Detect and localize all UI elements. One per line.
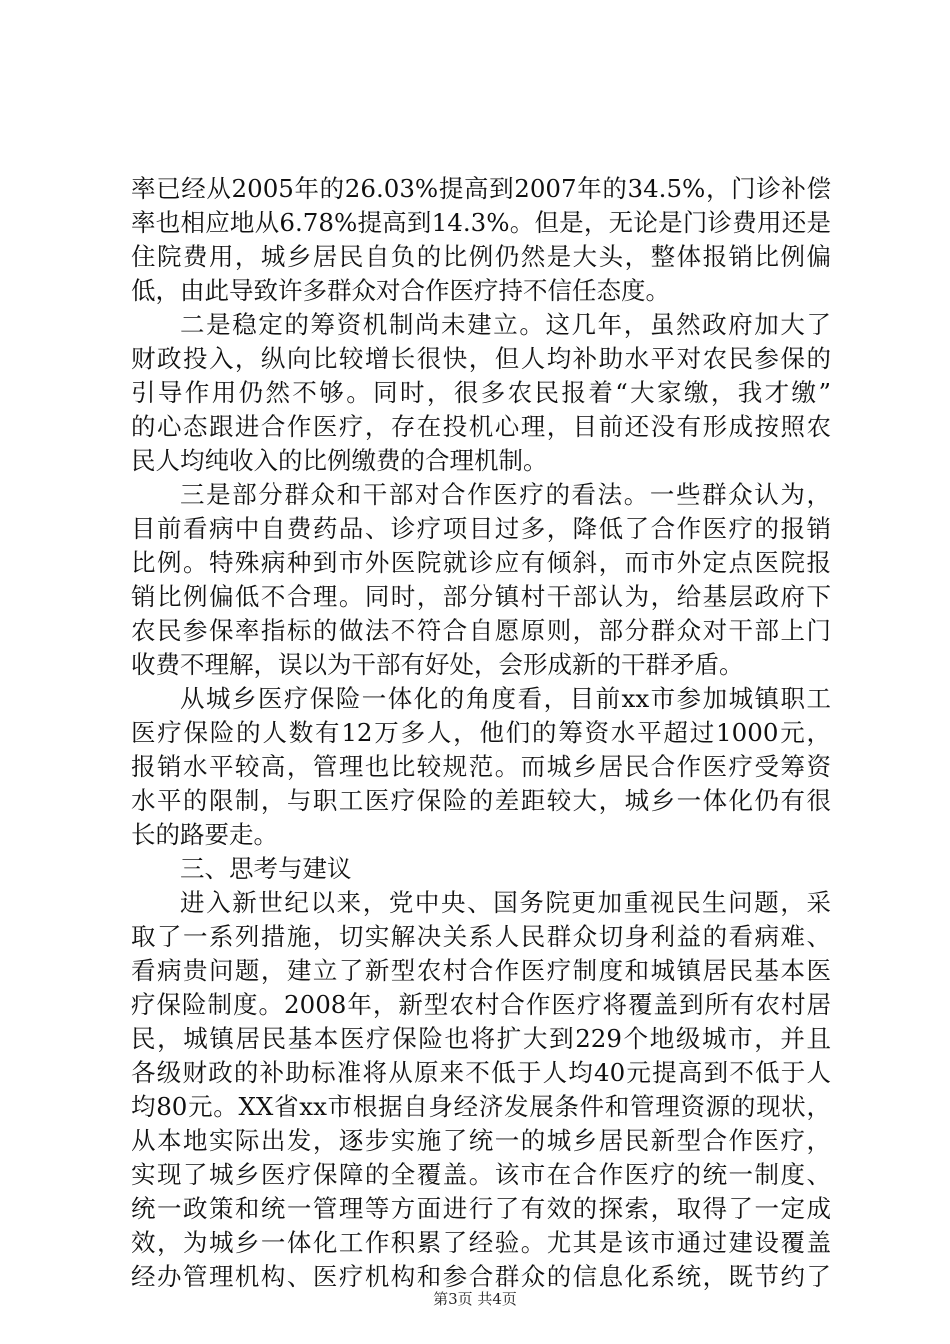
- text-line: 民人均纯收入的比例缴费的合理机制。: [131, 446, 548, 475]
- text-line: 取了一系列措施，切实解决关系人民群众切身利益的看病难、: [131, 922, 831, 951]
- text-line: 进入新世纪以来，党中央、国务院更加重视民生问题，采: [180, 888, 831, 917]
- text-line: 看病贵问题，建立了新型农村合作医疗制度和城镇居民基本医: [131, 956, 831, 985]
- text-line: 比例。特殊病种到市外医院就诊应有倾斜，而市外定点医院报: [131, 548, 831, 577]
- document-body: [131, 172, 831, 1294]
- text-line: 水平的限制，与职工医疗保险的差距较大，城乡一体化仍有很: [131, 786, 831, 815]
- text-line: 三、思考与建议: [180, 854, 352, 883]
- text-line: 经办管理机构、医疗机构和参合群众的信息化系统，既节约了: [131, 1262, 831, 1291]
- text-line: 率已经从2005年的26.03%提高到2007年的34.5%，门诊补偿: [131, 174, 831, 203]
- text-line: 民，城镇居民基本医疗保险也将扩大到229个地级城市，并且: [131, 1024, 831, 1053]
- text-line: 二是稳定的筹资机制尚未建立。这几年，虽然政府加大了: [180, 310, 831, 339]
- text-line: 销比例偏低不合理。同时，部分镇村干部认为，给基层政府下: [131, 582, 831, 611]
- text-line: 住院费用，城乡居民自负的比例仍然是大头，整体报销比例偏: [131, 242, 831, 271]
- text-line: 实现了城乡医疗保障的全覆盖。该市在合作医疗的统一制度、: [131, 1160, 831, 1189]
- text-line: 农民参保率指标的做法不符合自愿原则，部分群众对干部上门: [131, 616, 831, 645]
- text-line: 报销水平较高，管理也比较规范。而城乡居民合作医疗受筹资: [131, 752, 831, 781]
- text-line: 目前看病中自费药品、诊疗项目过多，降低了合作医疗的报销: [131, 514, 831, 543]
- page-number-label: 第3页 共4页: [433, 1290, 517, 1308]
- text-line: 财政投入，纵向比较增长很快，但人均补助水平对农民参保的: [131, 344, 831, 373]
- text-line: 均80元。XX省xx市根据自身经济发展条件和管理资源的现状，: [131, 1092, 831, 1121]
- text-line: 效，为城乡一体化工作积累了经验。尤其是该市通过建设覆盖: [131, 1228, 831, 1257]
- text-line: 的心态跟进合作医疗，存在投机心理，目前还没有形成按照农: [131, 412, 831, 441]
- text-line: 从本地实际出发，逐步实施了统一的城乡居民新型合作医疗，: [131, 1126, 831, 1155]
- text-line: 长的路要走。: [131, 820, 278, 849]
- text-line: 低，由此导致许多群众对合作医疗持不信任态度。: [131, 276, 670, 305]
- text-line: 率也相应地从6.78%提高到14.3%。但是，无论是门诊费用还是: [131, 208, 831, 237]
- text-line: 疗保险制度。2008年，新型农村合作医疗将覆盖到所有农村居: [131, 990, 831, 1019]
- text-line: 各级财政的补助标准将从原来不低于人均40元提高到不低于人: [131, 1058, 831, 1087]
- text-line: 从城乡医疗保险一体化的角度看，目前xx市参加城镇职工: [180, 684, 831, 713]
- text-line: 统一政策和统一管理等方面进行了有效的探索，取得了一定成: [131, 1194, 831, 1223]
- text-line: 收费不理解，误以为干部有好处，会形成新的干群矛盾。: [131, 650, 744, 679]
- text-line: 三是部分群众和干部对合作医疗的看法。一些群众认为，: [180, 480, 831, 509]
- page-footer: [0, 1288, 950, 1309]
- text-line: 医疗保险的人数有12万多人，他们的筹资水平超过1000元，: [131, 718, 831, 747]
- text-line: 引导作用仍然不够。同时，很多农民报着“大家缴，我才缴”: [131, 378, 831, 407]
